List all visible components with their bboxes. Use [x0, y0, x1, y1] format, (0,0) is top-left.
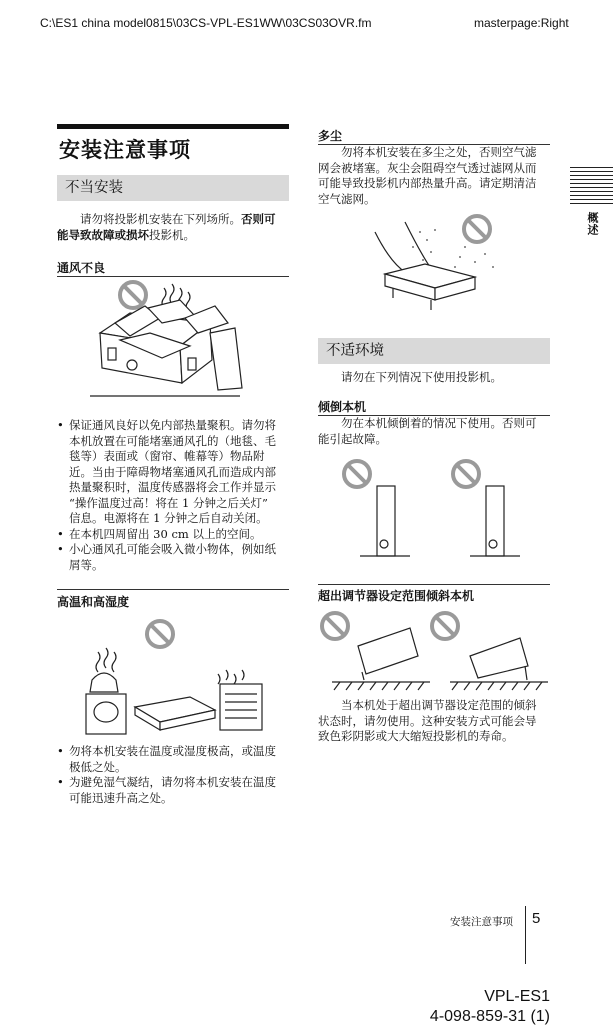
out-of-range-tilt-illustration — [320, 608, 550, 692]
list-item: • 为避免湿气凝结，请勿将本机安装在温度可能迅速升高之处。 — [57, 775, 282, 806]
ventilation-bullet-list — [57, 418, 282, 573]
dusty-environment-illustration — [365, 212, 510, 314]
out-of-range-paragraph: 当本机处于超出调节器设定范围的倾斜状态时，请勿使用。这种安装方式可能会导致色彩阴影或大大缩短投影机的寿命。 — [318, 698, 537, 743]
list-item: • 在本机四周留出 30 cm 以上的空间。 — [57, 527, 282, 543]
dust-paragraph: 勿将本机安装在多尘之处，否则空气滤网会被堵塞。灰尘会阻碍空气透过滤网从而可能导致投影机内部热量升高。请定期清洁空气滤网。 — [318, 145, 537, 206]
conditions-paragraph: 请勿在下列情况下使用投影机。 — [341, 370, 502, 384]
subsection-rule — [57, 276, 289, 277]
page-title: 安装注意事项 — [59, 138, 191, 162]
footer-divider — [525, 906, 526, 964]
tilted-projector-illustration — [320, 454, 550, 562]
model-number: VPL-ES1 — [484, 988, 550, 1005]
subsection-high-temperature: 高温和高湿度 — [57, 595, 130, 609]
list-item: • 保证通风良好以免内部热量聚积。请勿将本机放置在可能堵塞通风孔的（地毯、毛毯等）表面或（窗帘、帷幕等）物品附近。当由于障碍物堵塞通风孔而造成内部热量聚积时，温度传感器将会工作并显示 “操作温度过高！将在 1 分钟之后关灯” 信息。电源将在 1 分钟之后自动关闭。 — [57, 418, 282, 527]
intro-paragraph: 请勿将投影机安装在下列场所。否则可能导致故障或损坏投影机。 — [57, 212, 276, 242]
subsection-out-of-range-tilt: 超出调节器设定范围倾斜本机 — [318, 589, 475, 603]
side-tab-label: 概述 — [586, 212, 599, 236]
poor-ventilation-illustration — [90, 278, 260, 403]
section-bar-unsuitable-conditions: 不适环境 — [318, 338, 550, 364]
footer-section-label: 安装注意事项 — [450, 916, 513, 928]
masterpage-label: masterpage:Right — [474, 16, 569, 30]
side-tab-stripes — [570, 167, 613, 204]
list-item: • 小心通风孔可能会吸入微小物体，例如纸屑等。 — [57, 542, 282, 573]
tilted-paragraph: 勿在本机倾倒着的情况下使用。否则可能引起故障。 — [318, 416, 537, 446]
temperature-bullet-list — [57, 744, 282, 806]
file-path-header: C:\ES1 china model0815\03CS-VPL-ES1WW\03CS03OVR.fm — [40, 16, 372, 30]
section-bar-improper-installation: 不当安装 — [57, 175, 289, 201]
subsection-dusty: 多尘 — [318, 129, 343, 143]
title-top-rule — [57, 124, 289, 129]
part-number: 4-098-859-31 (1) — [429, 1008, 550, 1025]
page-number: 5 — [532, 910, 541, 927]
subsection-rule — [57, 589, 289, 590]
subsection-poor-ventilation: 通风不良 — [57, 261, 106, 275]
high-temperature-illustration — [80, 612, 280, 738]
subsection-rule — [318, 584, 550, 585]
subsection-tilted: 倾倒本机 — [318, 400, 367, 414]
list-item: • 勿将本机安装在温度或湿度极高，或温度极低之处。 — [57, 744, 282, 775]
